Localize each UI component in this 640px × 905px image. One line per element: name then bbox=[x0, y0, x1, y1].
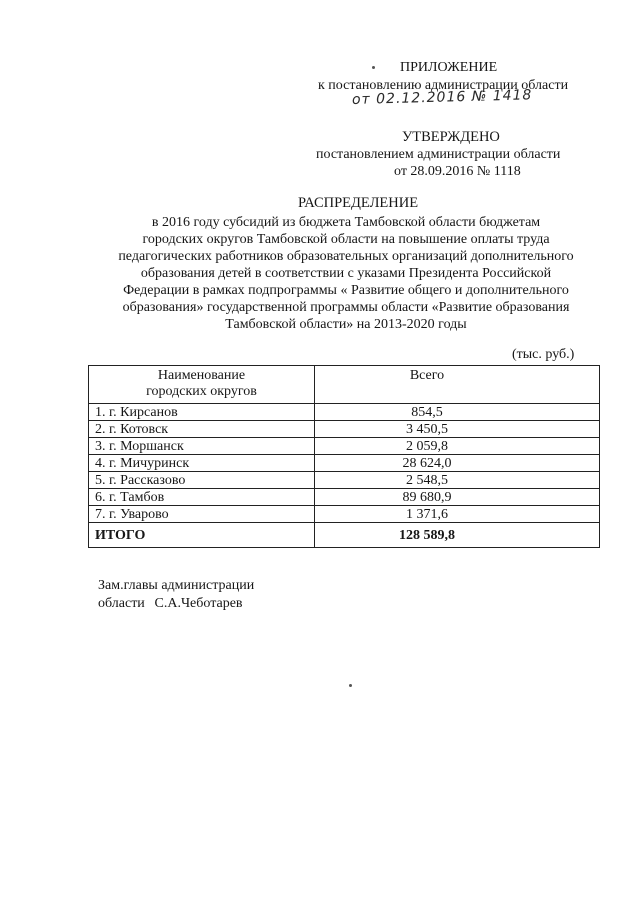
row-name: 4. г. Мичуринск bbox=[89, 455, 315, 472]
row-name: 7. г. Уварово bbox=[89, 506, 315, 523]
table-row bbox=[89, 404, 600, 421]
approved-stamp: УТВЕРЖДЕНО bbox=[402, 129, 500, 145]
table-row bbox=[89, 421, 600, 438]
annex-title: ПРИЛОЖЕНИЕ bbox=[400, 60, 498, 75]
row-value: 28 624,0 bbox=[315, 455, 600, 472]
signatory-position: области bbox=[98, 596, 145, 611]
approved-date: от 28.09.2016 № 1118 bbox=[394, 164, 521, 179]
description-line: педагогических работников образовательных организаций дополнительного bbox=[118, 249, 574, 264]
row-value: 1 371,6 bbox=[315, 506, 600, 523]
row-value: 854,5 bbox=[315, 404, 600, 421]
signatory-title: Зам.главы администрации bbox=[98, 578, 255, 593]
handwritten-date-number: от 02.12.2016 № 1418 bbox=[351, 87, 533, 108]
description-line: в 2016 году субсидий из бюджета Тамбовской области бюджетам bbox=[151, 215, 541, 230]
total-value: 128 589,8 bbox=[315, 523, 600, 548]
table-total-row bbox=[89, 523, 600, 548]
description-line: городских округов Тамбовской области на повышение оплаты труда bbox=[142, 232, 550, 247]
column-header-name bbox=[89, 366, 315, 404]
column-header-name-line1: Наименование bbox=[157, 368, 246, 383]
row-value: 89 680,9 bbox=[315, 489, 600, 506]
table-row bbox=[89, 506, 600, 523]
annex-reference: к постановлению администрации области bbox=[318, 78, 569, 93]
row-name: 2. г. Котовск bbox=[89, 421, 315, 438]
description-line: Федерации в рамках подпрограммы « Развитие общего и дополнительного bbox=[123, 283, 569, 298]
signatory-name: С.А.Чеботарев bbox=[154, 596, 243, 611]
distribution-table bbox=[88, 365, 600, 548]
signatory-line bbox=[98, 596, 243, 612]
scan-speck bbox=[372, 66, 375, 69]
row-name: 5. г. Рассказово bbox=[89, 472, 315, 489]
table-row bbox=[89, 472, 600, 489]
column-header-name-line2: городских округов bbox=[146, 384, 257, 399]
approved-by: постановлением администрации области bbox=[316, 147, 561, 162]
table-row bbox=[89, 455, 600, 472]
scan-speck bbox=[349, 684, 352, 687]
row-name: 3. г. Моршанск bbox=[89, 438, 315, 455]
total-label: ИТОГО bbox=[89, 523, 315, 548]
table-row bbox=[89, 438, 600, 455]
description-line: образования детей в соответствии с указами Президента Российской bbox=[140, 266, 552, 281]
document-heading: РАСПРЕДЕЛЕНИЕ bbox=[298, 195, 419, 211]
row-value: 3 450,5 bbox=[315, 421, 600, 438]
row-value: 2 059,8 bbox=[315, 438, 600, 455]
description-line: Тамбовской области» на 2013-2020 годы bbox=[225, 317, 467, 332]
description-line: образования» государственной программы области «Развитие образования bbox=[122, 300, 570, 315]
table-header-row bbox=[89, 366, 600, 404]
row-value: 2 548,5 bbox=[315, 472, 600, 489]
table-row bbox=[89, 489, 600, 506]
document-description bbox=[96, 214, 596, 333]
unit-label: (тыс. руб.) bbox=[512, 347, 575, 362]
column-header-total: Всего bbox=[315, 366, 600, 404]
row-name: 6. г. Тамбов bbox=[89, 489, 315, 506]
row-name: 1. г. Кирсанов bbox=[89, 404, 315, 421]
